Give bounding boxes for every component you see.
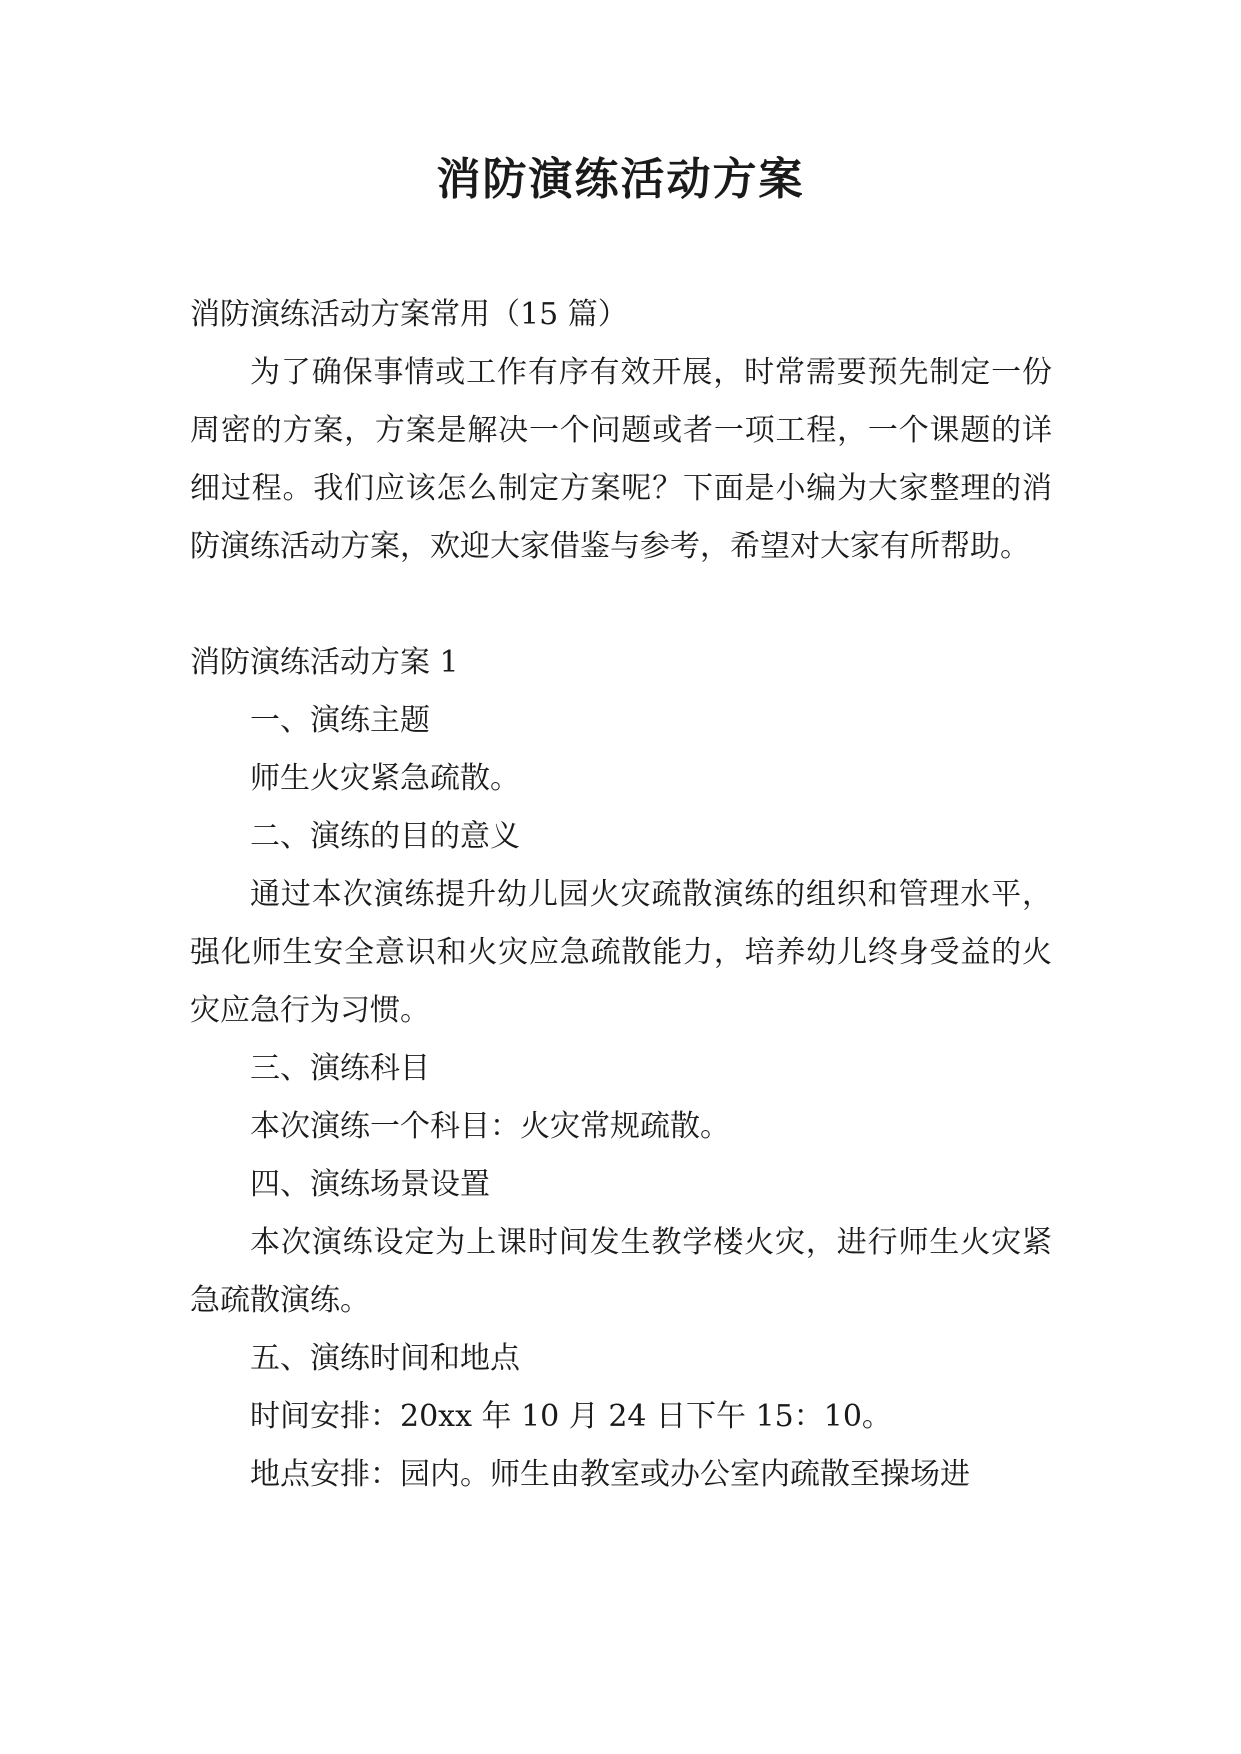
item-text-purpose: 通过本次演练提升幼儿园火灾疏散演练的组织和管理水平，强化师生安全意识和火灾应急疏散能力，培养幼儿终身受益的火灾应急行为习惯。 bbox=[190, 877, 1052, 1028]
item-heading-scene: 四、演练场景设置 bbox=[250, 1167, 490, 1202]
document-body bbox=[190, 286, 1052, 1504]
paragraph-gap bbox=[190, 576, 1052, 634]
document-subtitle: 消防演练活动方案常用（15 篇） bbox=[190, 297, 628, 332]
item-text-place: 地点安排：园内。师生由教室或办公室内疏散至操场进 bbox=[250, 1457, 970, 1492]
intro-paragraph: 为了确保事情或工作有序有效开展，时常需要预先制定一份周密的方案，方案是解决一个问题或者一项工程，一个课题的详细过程。我们应该怎么制定方案呢？下面是小编为大家整理的消防演练活动方案，欢迎大家借鉴与参考，希望对大家有所帮助。 bbox=[190, 355, 1052, 564]
document-title: 消防演练活动方案 bbox=[436, 154, 805, 205]
item-text-theme: 师生火灾紧急疏散。 bbox=[250, 761, 520, 796]
item-heading-subject: 三、演练科目 bbox=[250, 1051, 430, 1086]
item-heading-time-place: 五、演练时间和地点 bbox=[250, 1341, 520, 1376]
item-text-time: 时间安排：20xx 年 10 月 24 日下午 15：10。 bbox=[250, 1399, 892, 1434]
item-heading-purpose: 二、演练的目的意义 bbox=[250, 819, 520, 854]
item-text-scene: 本次演练设定为上课时间发生教学楼火灾，进行师生火灾紧急疏散演练。 bbox=[190, 1225, 1052, 1318]
item-heading-theme: 一、演练主题 bbox=[250, 703, 430, 738]
section-heading: 消防演练活动方案 1 bbox=[190, 645, 459, 680]
item-text-subject: 本次演练一个科目：火灾常规疏散。 bbox=[250, 1109, 730, 1144]
